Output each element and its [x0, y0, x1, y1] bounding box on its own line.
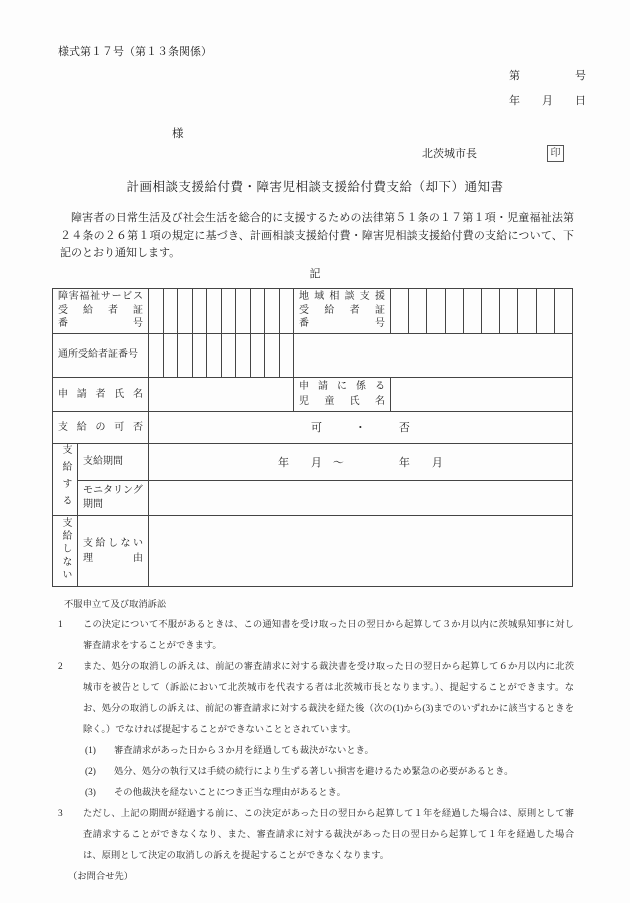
issuer-name: 北茨城市長: [422, 148, 477, 160]
row-no-grant-reason: [53, 516, 573, 587]
approval-value: 可 ・ 否: [149, 412, 573, 444]
addressee-suffix: 様: [172, 128, 184, 140]
doc-number-line: 第 号: [509, 70, 586, 82]
service-cert-digit-box: [164, 289, 179, 334]
service-cert-digit-box: [236, 289, 251, 334]
grant-period-label: 支給期間: [78, 444, 149, 481]
no-grant-reason-label: 支給しない 理由: [78, 516, 149, 587]
child-name-value-cell: [391, 378, 573, 412]
record-marker: 記: [309, 267, 321, 280]
tsusho-cert-digit-box: [193, 334, 208, 378]
document-title: 計画相談支援給付費・障害児相談支援給付費支給（却下）通知書: [126, 180, 504, 194]
note-text: 審査請求があった日から３か月を経過しても裁決がないとき。: [114, 745, 374, 756]
service-cert-digit-box: [222, 289, 237, 334]
note-number: 2: [58, 661, 63, 672]
chiiki-cert-digit-box: [464, 289, 482, 334]
chiiki-cert-digit-box: [409, 289, 427, 334]
service-cert-digit-box: [207, 289, 222, 334]
issuer-line: [0, 144, 630, 162]
doc-number-date-block: [0, 64, 630, 114]
service-cert-digit-box: [178, 289, 193, 334]
tsusho-right-empty-cell: [294, 334, 573, 378]
monitoring-value-cell: [149, 481, 573, 516]
row-cert-numbers: [53, 289, 573, 334]
row-applicant: [53, 378, 573, 412]
chiiki-cert-digit-box: [427, 289, 445, 334]
tsusho-cert-digit-box: [280, 334, 295, 378]
note-number: (2): [85, 766, 96, 777]
note-number: 1: [58, 619, 63, 630]
tsusho-cert-digit-box: [222, 334, 237, 378]
note-text: この決定について不服があるときは、この通知書を受け取った日の翌日から起算して３か月以内に茨城県知事に対し審査請求をすることができます。: [83, 619, 574, 651]
chiiki-cert-digit-box: [555, 289, 573, 334]
service-cert-digit-box: [193, 289, 208, 334]
note-number: (3): [85, 787, 96, 798]
chiiki-cert-label: 地域相談支援 受給者証 番号: [294, 289, 391, 334]
tsusho-cert-digit-box: [236, 334, 251, 378]
note-text: 処分、処分の執行又は手続の続行により生ずる著しい損害を避けるため緊急の必要があるとき。: [114, 766, 514, 777]
note-text: ただし、上記の期間が経過する前に、この決定があった日の翌日から起算して１年を経過した場合は、原則として審査請求することができなくなり、また、審査請求に対する裁決があった日の翌日から起算して１年を経過した場合は、原則として決定の取消しの訴えを提起することができなくなります。: [83, 808, 574, 861]
contact-line: （お問合せ先）: [68, 871, 134, 882]
tsusho-cert-digit-box: [265, 334, 280, 378]
chiiki-cert-digit-box: [518, 289, 536, 334]
note-item: [58, 657, 574, 741]
service-cert-digit-box: [149, 289, 164, 334]
row-monitoring: [53, 481, 573, 516]
no-grant-reason-value-cell: [149, 516, 573, 587]
seal-placeholder-icon: 印: [547, 145, 564, 162]
note-subitem: [85, 783, 574, 804]
grant-period-value: 年 月 ～ 年 月: [149, 444, 573, 481]
service-cert-digit-box: [265, 289, 280, 334]
service-cert-digit-box: [251, 289, 266, 334]
note-text: その他裁決を経ないことにつき正当な理由があるとき。: [114, 787, 346, 798]
chiiki-cert-digit-box: [537, 289, 555, 334]
note-item: [58, 615, 574, 657]
chiiki-cert-digit-box: [391, 289, 409, 334]
grant-group-header: 支給する: [53, 444, 78, 516]
tsusho-cert-digit-box: [178, 334, 193, 378]
applicant-label: 申請者氏名: [53, 378, 149, 412]
appeal-notes: [58, 595, 574, 888]
tsusho-cert-label: 通所受給者証番号: [53, 334, 149, 378]
chiiki-cert-digit-box: [446, 289, 464, 334]
row-tsusho-cert: [53, 334, 573, 378]
note-number: (1): [85, 745, 96, 756]
form-number: 様式第１７号（第１３条関係）: [58, 46, 212, 58]
note-item: [58, 804, 574, 867]
notification-table: [52, 288, 573, 587]
tsusho-cert-digit-box: [149, 334, 164, 378]
appeal-notes-heading: 不服申立て及び取消訴訟: [64, 599, 167, 610]
child-name-label: 申請に係る 児童氏名: [294, 378, 391, 412]
note-text: また、処分の取消しの訴えは、前記の審査請求に対する裁決書を受け取った日の翌日から起算して６か月以内に北茨城市を被告として（訴訟において北茨城市を代表する者は北茨城市長となります。）、提起することができます。なお、処分の取消しの訴えは、前記の審査請求に対する裁決を経た後（次の(1)から(3)までのいずれかに該当するときを除く。）でなければ提起することができないこととされています。: [83, 661, 574, 735]
body-paragraph: 障害者の日常生活及び社会生活を総合的に支援するための法律第５１条の１７第１項・児童福祉法第２４条の２６第１項の規定に基づき、計画相談支援給付費・障害児相談支援給付費の支給について、下記のとおり通知します。: [60, 212, 574, 259]
monitoring-label: モニタリング 期間: [78, 481, 149, 516]
service-cert-label: 障害福祉サービス 受給者証 番号: [53, 289, 149, 334]
tsusho-cert-digit-box: [164, 334, 179, 378]
tsusho-cert-digit-box: [207, 334, 222, 378]
note-subitem: [85, 762, 574, 783]
applicant-value-cell: [149, 378, 294, 412]
no-grant-group-header: 支給しない: [53, 516, 78, 587]
chiiki-cert-digit-box: [500, 289, 518, 334]
service-cert-digit-box: [280, 289, 295, 334]
note-number: 3: [58, 808, 63, 819]
chiiki-cert-digit-box: [482, 289, 500, 334]
row-approval: [53, 412, 573, 444]
date-line: 年 月 日: [509, 95, 586, 107]
approval-label: 支給の可否: [53, 412, 149, 444]
row-grant-period: [53, 444, 573, 481]
tsusho-cert-digit-box: [251, 334, 266, 378]
note-subitem: [85, 741, 574, 762]
